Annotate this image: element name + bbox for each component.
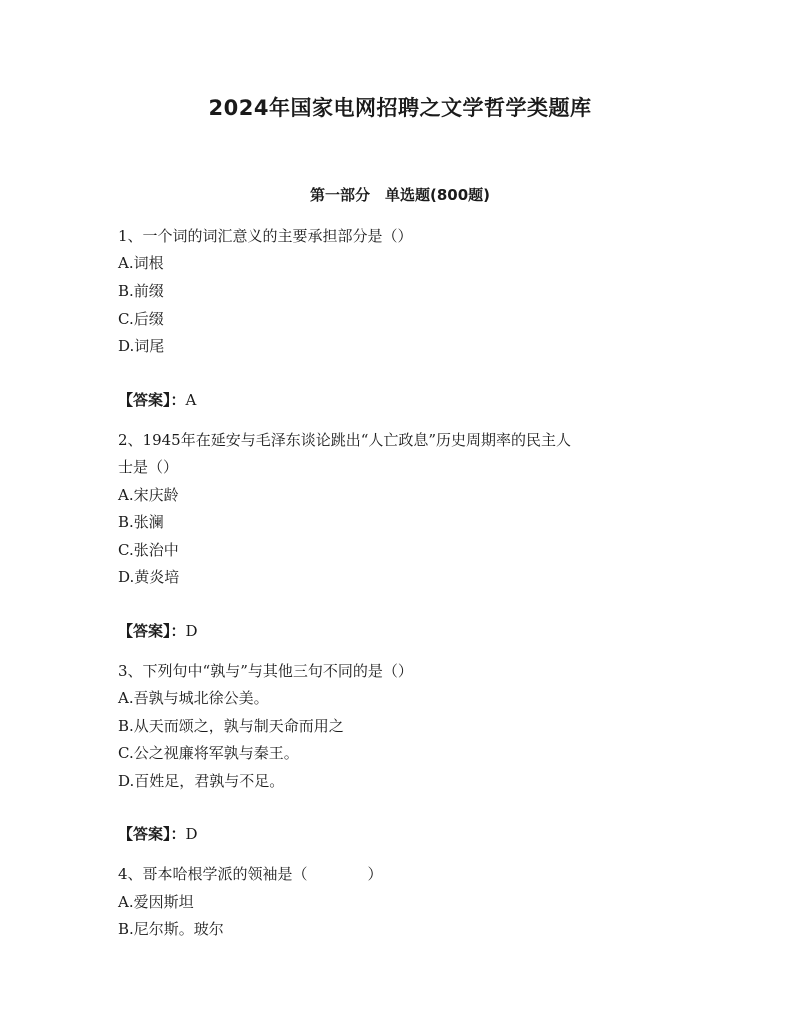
question-1-option-a: A.词根 [118, 254, 164, 272]
answer-label: 【答案】： [118, 622, 186, 640]
question-3-option-d: D.百姓足，君孰与不足。 [118, 772, 285, 790]
question-2-stem-line-1: 2、1945年在延安与毛泽东谈论跳出“人亡政息”历史周期率的民主人 [118, 431, 572, 449]
document-title: 2024年国家电网招聘之文学哲学类题库 [208, 96, 592, 120]
question-2-option-a: A.宋庆龄 [118, 486, 179, 504]
question-2-stem-line-2: 士是（） [118, 458, 179, 476]
question-1-option-b: B.前缀 [118, 282, 164, 300]
question-3-answer [118, 824, 198, 844]
question-1-option-d: D.词尾 [118, 337, 165, 355]
question-2-option-d: D.黄炎培 [118, 568, 180, 586]
question-1-answer [118, 390, 196, 410]
question-4-option-a: A.爱因斯坦 [118, 893, 194, 911]
answer-value: D [185, 622, 198, 640]
question-4-stem: 4、哥本哈根学派的领袖是（ ） [118, 865, 383, 883]
answer-label: 【答案】： [118, 391, 186, 409]
question-3-stem: 3、下列句中“孰与”与其他三句不同的是（） [118, 662, 413, 680]
section-heading: 第一部分 单选题(800题) [309, 186, 491, 204]
question-2-option-c: C.张治中 [118, 541, 179, 559]
question-3-option-b: B.从天而颂之，孰与制天命而用之 [118, 717, 344, 735]
question-2-option-b: B.张澜 [118, 513, 164, 531]
question-2-answer [118, 621, 198, 641]
question-4-option-b: B.尼尔斯。玻尔 [118, 920, 224, 938]
question-3-option-a: A.吾孰与城北徐公美。 [118, 689, 269, 707]
answer-value: D [185, 825, 198, 843]
answer-value: A [185, 391, 197, 409]
question-1-option-c: C.后缀 [118, 310, 164, 328]
question-1-stem: 1、一个词的词汇意义的主要承担部分是（） [118, 227, 413, 245]
question-3-option-c: C.公之视廉将军孰与秦王。 [118, 744, 299, 762]
answer-label: 【答案】： [118, 825, 186, 843]
